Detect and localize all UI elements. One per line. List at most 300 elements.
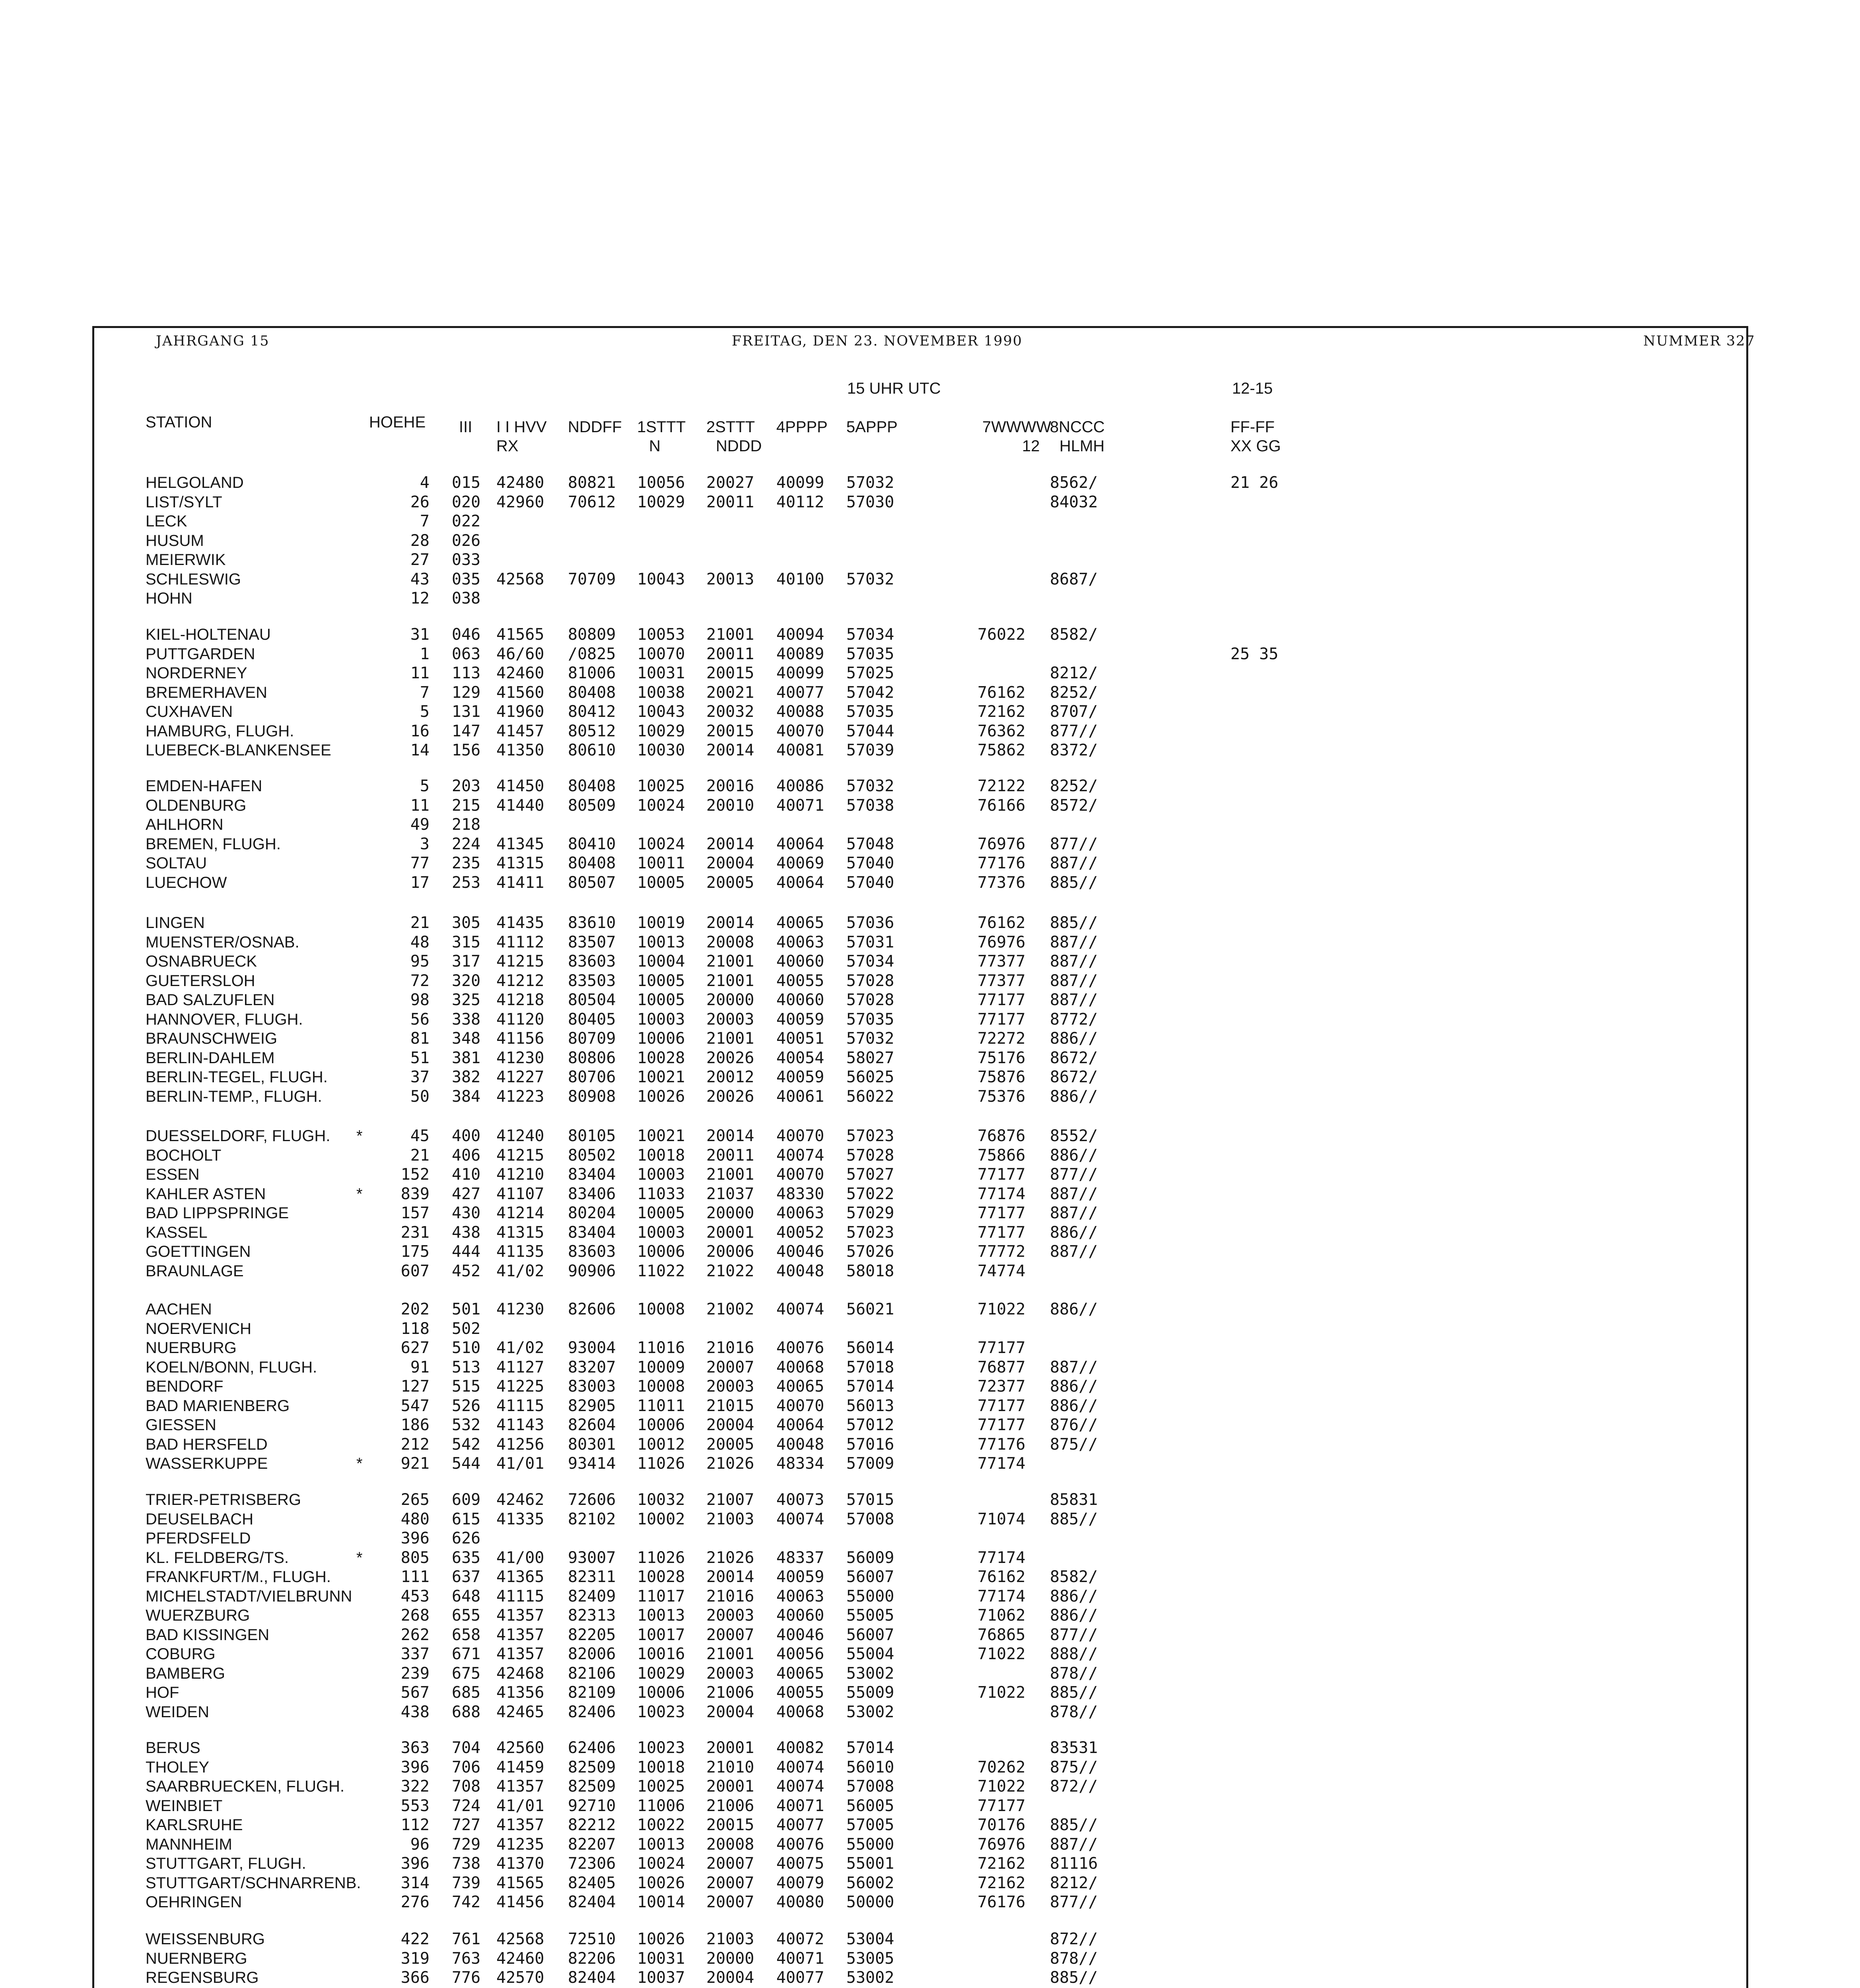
c2-value: 82905	[568, 1396, 616, 1415]
c7-value: 71074	[978, 1510, 1026, 1528]
station-name: WEIDEN	[146, 1703, 209, 1721]
c7-value: 71022	[978, 1777, 1026, 1796]
c2-value: 80821	[568, 474, 616, 492]
c3-value: 10006	[637, 1416, 685, 1434]
c8-value: 887//	[1050, 991, 1098, 1009]
c2-value: 83503	[568, 971, 616, 990]
c2-value: 80105	[568, 1127, 616, 1145]
iii-value: 542	[452, 1435, 481, 1454]
c7-value: 71022	[978, 1300, 1026, 1318]
c6-value: 56021	[846, 1300, 894, 1318]
c6-value: 53002	[846, 1664, 894, 1683]
c6-value: 55001	[846, 1854, 894, 1873]
hoehe-value: 17	[410, 873, 430, 892]
iii-value: 738	[452, 1854, 481, 1873]
c5-value: 40071	[776, 1949, 824, 1968]
iii-value: 688	[452, 1703, 481, 1721]
col-c7b: 12	[1022, 437, 1040, 455]
hoehe-value: 37	[410, 1068, 430, 1086]
iii-value: 609	[452, 1491, 481, 1509]
c4-value: 21007	[706, 1491, 754, 1509]
iii-value: 739	[452, 1873, 481, 1892]
c3-value: 10013	[637, 1835, 685, 1854]
hoehe-value: 567	[400, 1683, 430, 1702]
iii-value: 063	[452, 645, 481, 663]
c7-value: 77177	[978, 1416, 1026, 1434]
c5-value: 40077	[776, 683, 824, 702]
c5-value: 40070	[776, 1165, 824, 1184]
c6-value: 57039	[846, 741, 894, 759]
hoehe-value: 28	[410, 531, 430, 550]
station-name: AHLHORN	[146, 816, 224, 833]
c5-value: 40075	[776, 1854, 824, 1873]
c1-value: 42560	[496, 1739, 544, 1757]
c5-value: 40065	[776, 914, 824, 932]
c6-value: 57026	[846, 1242, 894, 1261]
c6-value: 57008	[846, 1510, 894, 1528]
c2-value: 70612	[568, 493, 616, 511]
hoehe-value: 45	[410, 1127, 430, 1145]
c2-value: 82405	[568, 1873, 616, 1892]
c5-value: 40046	[776, 1242, 824, 1261]
station-name: BREMEN, FLUGH.	[146, 835, 281, 853]
iii-value: 224	[452, 835, 481, 853]
c1-value: 41135	[496, 1242, 544, 1261]
c1-value: 42568	[496, 1930, 544, 1948]
c3-value: 10003	[637, 1010, 685, 1029]
hoehe-value: 337	[400, 1645, 430, 1663]
c6-value: 57022	[846, 1184, 894, 1203]
station-name: HOHN	[146, 590, 192, 607]
c3-value: 10026	[637, 1930, 685, 1948]
c3-value: 11006	[637, 1796, 685, 1815]
c5-value: 40063	[776, 1204, 824, 1222]
mountain-marker: *	[356, 1455, 363, 1472]
hoehe-value: 5	[420, 777, 430, 795]
c6-value: 57038	[846, 796, 894, 815]
c5-value: 40094	[776, 625, 824, 644]
c6-value: 57008	[846, 1777, 894, 1796]
c2-value: 83610	[568, 914, 616, 932]
station-name: STUTTGART/SCHNARRENB.	[146, 1874, 361, 1892]
c2-value: 80610	[568, 741, 616, 759]
c5-value: 40051	[776, 1029, 824, 1048]
col-c8a: 8NCCC	[1050, 418, 1105, 436]
c6-value: 57018	[846, 1358, 894, 1376]
station-name: COBURG	[146, 1645, 216, 1663]
c3-value: 10011	[637, 854, 685, 872]
c8-value: 8552/	[1050, 1127, 1098, 1145]
c1-value: 42465	[496, 1703, 544, 1721]
c6-value: 56005	[846, 1796, 894, 1815]
c6-value: 57042	[846, 683, 894, 702]
c5-value: 40099	[776, 664, 824, 682]
c8-value: 885//	[1050, 1510, 1098, 1528]
col-c8b: HLMH	[1059, 437, 1105, 455]
station-name: BERLIN-TEMP., FLUGH.	[146, 1087, 322, 1105]
station-name: SAARBRUECKEN, FLUGH.	[146, 1778, 345, 1795]
c8-value: 8252/	[1050, 777, 1098, 795]
c2-value: 83507	[568, 933, 616, 951]
c1-value: 41357	[496, 1645, 544, 1663]
c4-value: 20001	[706, 1739, 754, 1757]
c1-value: 41215	[496, 952, 544, 971]
c1-value: 41456	[496, 1893, 544, 1911]
c7-value: 74774	[978, 1262, 1026, 1280]
hoehe-value: 11	[410, 796, 430, 815]
c8-value: 887//	[1050, 933, 1098, 951]
c6-value: 53002	[846, 1703, 894, 1721]
iii-value: 615	[452, 1510, 481, 1528]
station-name: MANNHEIM	[146, 1835, 232, 1853]
c6-value: 57028	[846, 971, 894, 990]
iii-value: 338	[452, 1010, 481, 1029]
hoehe-value: 319	[400, 1949, 430, 1968]
c6-value: 57034	[846, 625, 894, 644]
hoehe-value: 1	[420, 645, 430, 663]
c1-value: 41210	[496, 1165, 544, 1184]
c4-value: 20004	[706, 1703, 754, 1721]
iii-value: 635	[452, 1548, 481, 1567]
c8-value: 877//	[1050, 1625, 1098, 1644]
c2-value: 80806	[568, 1048, 616, 1067]
c4-value: 20005	[706, 873, 754, 892]
c2-value: 80405	[568, 1010, 616, 1029]
c1-value: 41450	[496, 777, 544, 795]
c5-value: 40070	[776, 1127, 824, 1145]
station-name: LUECHOW	[146, 874, 227, 891]
c3-value: 10008	[637, 1377, 685, 1396]
c5-value: 40073	[776, 1491, 824, 1509]
c8-value: 885//	[1050, 1683, 1098, 1702]
c3-value: 10019	[637, 914, 685, 932]
col-station: STATION	[146, 414, 212, 431]
c4-value: 20006	[706, 1242, 754, 1261]
c1-value: 42480	[496, 474, 544, 492]
station-name: WUERZBURG	[146, 1607, 250, 1624]
c4-value: 20000	[706, 1204, 754, 1222]
c2-value: 80512	[568, 722, 616, 740]
c7-value: 75876	[978, 1068, 1026, 1086]
station-name: DUESSELDORF, FLUGH.	[146, 1127, 330, 1145]
mountain-marker: *	[356, 1127, 363, 1145]
c3-value: 10030	[637, 741, 685, 759]
c8-value: 8572/	[1050, 796, 1098, 815]
c8-value: 886//	[1050, 1087, 1098, 1106]
c4-value: 21001	[706, 952, 754, 971]
station-name: LECK	[146, 513, 187, 530]
iii-value: 384	[452, 1087, 481, 1106]
station-name: LIST/SYLT	[146, 493, 222, 511]
c5-value: 40068	[776, 1358, 824, 1376]
iii-value: 381	[452, 1048, 481, 1067]
hoehe-value: 26	[410, 493, 430, 511]
c3-value: 10053	[637, 625, 685, 644]
c2-value: 82205	[568, 1625, 616, 1644]
c5-value: 40068	[776, 1703, 824, 1721]
c7-value: 70262	[978, 1758, 1026, 1776]
c2-value: 82509	[568, 1758, 616, 1776]
c4-value: 20014	[706, 1568, 754, 1586]
hoehe-value: 480	[400, 1510, 430, 1528]
c2-value: 82102	[568, 1510, 616, 1528]
c2-value: 80301	[568, 1435, 616, 1454]
hoehe-value: 438	[400, 1703, 430, 1721]
col-c1b: RX	[496, 437, 519, 455]
c1-value: 41230	[496, 1048, 544, 1067]
col-c4b: NDDD	[716, 437, 762, 455]
c4-value: 20021	[706, 683, 754, 702]
c8-value: 878//	[1050, 1703, 1098, 1721]
col-c7a: 7WWWW	[982, 418, 1051, 436]
c3-value: 10005	[637, 971, 685, 990]
c6-value: 53005	[846, 1949, 894, 1968]
c6-value: 57035	[846, 1010, 894, 1029]
c2-value: 80908	[568, 1087, 616, 1106]
c6-value: 57015	[846, 1491, 894, 1509]
c3-value: 10032	[637, 1491, 685, 1509]
c6-value: 57044	[846, 722, 894, 740]
c7-value: 76976	[978, 933, 1026, 951]
c3-value: 10025	[637, 1777, 685, 1796]
iii-value: 526	[452, 1396, 481, 1415]
c4-value: 21002	[706, 1300, 754, 1318]
iii-value: 637	[452, 1568, 481, 1586]
c1-value: 42570	[496, 1969, 544, 1987]
iii-value: 761	[452, 1930, 481, 1948]
iii-value: 015	[452, 474, 481, 492]
c5-value: 40064	[776, 873, 824, 892]
c2-value: 83003	[568, 1377, 616, 1396]
time-label: 15 UHR UTC	[847, 380, 941, 397]
c9-value: 25 35	[1230, 645, 1279, 663]
c3-value: 10070	[637, 645, 685, 663]
c8-value: 81116	[1050, 1854, 1098, 1873]
c3-value: 10006	[637, 1683, 685, 1702]
iii-value: 235	[452, 854, 481, 872]
c1-value: 41115	[496, 1587, 544, 1606]
c8-value: 872//	[1050, 1930, 1098, 1948]
hoehe-value: 231	[400, 1223, 430, 1242]
c1-value: 41315	[496, 1223, 544, 1242]
station-name: EMDEN-HAFEN	[146, 777, 262, 795]
c8-value: 877//	[1050, 835, 1098, 853]
iii-value: 022	[452, 512, 481, 530]
hoehe-value: 56	[410, 1010, 430, 1029]
station-name: BERLIN-DAHLEM	[146, 1049, 275, 1067]
hoehe-value: 96	[410, 1835, 430, 1854]
c7-value: 76162	[978, 683, 1026, 702]
c1-value: 41120	[496, 1010, 544, 1029]
c2-value: 81006	[568, 664, 616, 682]
c5-value: 40079	[776, 1873, 824, 1892]
c2-value: 80408	[568, 777, 616, 795]
station-name: HOF	[146, 1684, 179, 1701]
iii-value: 685	[452, 1683, 481, 1702]
c4-value: 20016	[706, 777, 754, 795]
col-hoehe: HOEHE	[369, 414, 426, 431]
c7-value: 77174	[978, 1548, 1026, 1567]
c8-value: 887//	[1050, 854, 1098, 872]
c5-value: 40060	[776, 991, 824, 1009]
c6-value: 57035	[846, 703, 894, 721]
c2-value: 82406	[568, 1703, 616, 1721]
station-name: NORDERNEY	[146, 664, 247, 682]
c3-value: 10013	[637, 1606, 685, 1625]
station-name: DEUSELBACH	[146, 1510, 254, 1528]
hoehe-value: 921	[400, 1454, 430, 1473]
c2-value: 80408	[568, 683, 616, 702]
c3-value: 10028	[637, 1568, 685, 1586]
c2-value: 83603	[568, 1242, 616, 1261]
c8-value: 8562/	[1050, 474, 1098, 492]
c6-value: 57014	[846, 1377, 894, 1396]
c5-value: 40077	[776, 1816, 824, 1834]
iii-value: 035	[452, 570, 481, 588]
c1-value: 41225	[496, 1377, 544, 1396]
station-name: REGENSBURG	[146, 1969, 259, 1986]
c1-value: 41235	[496, 1835, 544, 1854]
c3-value: 10031	[637, 1949, 685, 1968]
station-name: HUSUM	[146, 532, 204, 549]
c6-value: 57005	[846, 1816, 894, 1834]
c4-value: 21003	[706, 1510, 754, 1528]
c8-value: 872//	[1050, 1777, 1098, 1796]
hoehe-value: 72	[410, 971, 430, 990]
c8-value: 886//	[1050, 1587, 1098, 1606]
iii-value: 626	[452, 1529, 481, 1547]
c6-value: 57040	[846, 854, 894, 872]
c6-value: 57027	[846, 1165, 894, 1184]
c8-value: 885//	[1050, 873, 1098, 892]
c3-value: 10023	[637, 1703, 685, 1721]
iii-value: 658	[452, 1625, 481, 1644]
c7-value: 76976	[978, 835, 1026, 853]
c6-value: 56025	[846, 1068, 894, 1086]
c4-value: 20005	[706, 1435, 754, 1454]
hoehe-value: 111	[400, 1568, 430, 1586]
c6-value: 57009	[846, 1454, 894, 1473]
c1-value: 41212	[496, 971, 544, 990]
hoehe-value: 127	[400, 1377, 430, 1396]
c4-value: 20014	[706, 741, 754, 759]
c8-value: 877//	[1050, 1893, 1098, 1911]
c6-value: 57030	[846, 493, 894, 511]
c8-value: 887//	[1050, 1242, 1098, 1261]
c7-value: 72272	[978, 1029, 1026, 1048]
c2-value: 82311	[568, 1568, 616, 1586]
iii-value: 502	[452, 1319, 481, 1338]
c3-value: 10029	[637, 722, 685, 740]
c4-value: 21001	[706, 1165, 754, 1184]
c7-value: 70176	[978, 1816, 1026, 1834]
c4-value: 21001	[706, 1029, 754, 1048]
hoehe-value: 607	[400, 1262, 430, 1280]
c8-value: 885//	[1050, 1969, 1098, 1987]
c3-value: 11033	[637, 1184, 685, 1203]
c7-value: 75176	[978, 1048, 1026, 1067]
station-name: CUXHAVEN	[146, 703, 233, 720]
hoehe-value: 50	[410, 1087, 430, 1106]
iii-value: 515	[452, 1377, 481, 1396]
c2-value: 83207	[568, 1358, 616, 1376]
c5-value: 40082	[776, 1739, 824, 1757]
c4-value: 20032	[706, 703, 754, 721]
c2-value: 80507	[568, 873, 616, 892]
iii-value: 382	[452, 1068, 481, 1086]
station-name: PFERDSFELD	[146, 1530, 251, 1547]
c4-value: 21026	[706, 1454, 754, 1473]
hoehe-value: 81	[410, 1029, 430, 1048]
station-name: BREMERHAVEN	[146, 683, 267, 701]
c1-value: 41357	[496, 1777, 544, 1796]
station-name: LINGEN	[146, 914, 205, 932]
c7-value: 77176	[978, 1435, 1026, 1454]
c5-value: 40074	[776, 1758, 824, 1776]
c8-value: 887//	[1050, 952, 1098, 971]
c3-value: 10006	[637, 1029, 685, 1048]
c4-value: 21001	[706, 625, 754, 644]
hoehe-value: 21	[410, 1146, 430, 1165]
c4-value: 20004	[706, 1969, 754, 1987]
c1-value: 41345	[496, 835, 544, 853]
col-c2: NDDFF	[568, 418, 622, 436]
col-c6: 5APPP	[846, 418, 898, 436]
c8-value: 885//	[1050, 1816, 1098, 1834]
c3-value: 10025	[637, 777, 685, 795]
c5-value: 40055	[776, 971, 824, 990]
c8-value: 886//	[1050, 1029, 1098, 1048]
c4-value: 20015	[706, 1816, 754, 1834]
c1-value: 41/01	[496, 1796, 544, 1815]
c6-value: 55004	[846, 1645, 894, 1663]
c7-value: 76166	[978, 796, 1026, 815]
c3-value: 10005	[637, 1204, 685, 1222]
c6-value: 56007	[846, 1625, 894, 1644]
c5-value: 40080	[776, 1893, 824, 1911]
iii-value: 776	[452, 1969, 481, 1987]
iii-value: 113	[452, 664, 481, 682]
c2-value: 82409	[568, 1587, 616, 1606]
c8-value: 878//	[1050, 1949, 1098, 1968]
c5-value: 40063	[776, 933, 824, 951]
iii-value: 020	[452, 493, 481, 511]
c4-value: 21026	[706, 1548, 754, 1567]
col-iii: III	[459, 418, 472, 436]
c4-value: 21037	[706, 1184, 754, 1203]
c5-value: 40081	[776, 741, 824, 759]
station-name: BAD MARIENBERG	[146, 1397, 290, 1415]
c6-value: 57036	[846, 914, 894, 932]
c2-value: 62406	[568, 1739, 616, 1757]
c4-value: 20015	[706, 722, 754, 740]
c4-value: 20007	[706, 1625, 754, 1644]
c7-value: 77177	[978, 1204, 1026, 1222]
c2-value: 82212	[568, 1816, 616, 1834]
c8-value: 887//	[1050, 1835, 1098, 1854]
c7-value: 77177	[978, 1339, 1026, 1357]
c8-value: 8672/	[1050, 1048, 1098, 1067]
c3-value: 10014	[637, 1893, 685, 1911]
mountain-marker: *	[356, 1185, 363, 1203]
c2-value: 82106	[568, 1664, 616, 1683]
c4-value: 21001	[706, 1645, 754, 1663]
station-name: SCHLESWIG	[146, 570, 241, 588]
hoehe-value: 7	[420, 512, 430, 530]
c3-value: 10006	[637, 1242, 685, 1261]
c2-value: 83404	[568, 1165, 616, 1184]
station-name: HAMBURG, FLUGH.	[146, 722, 294, 740]
